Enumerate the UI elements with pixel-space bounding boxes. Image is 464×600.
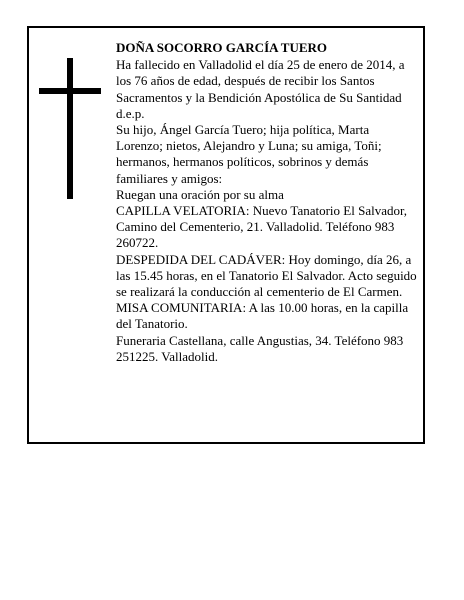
cross-vertical-bar: [67, 58, 73, 199]
wake-chapel-info: CAPILLA VELATORIA: Nuevo Tanatorio El Salvador, Camino del Cementerio, 21. Valladolid. Teléfono 983 260722.: [116, 203, 408, 251]
cross-horizontal-bar: [39, 88, 101, 94]
cross-icon: [39, 58, 101, 199]
obituary-notice: [27, 26, 425, 444]
family-list: Su hijo, Ángel García Tuero; hija política, Marta Lorenzo; nietos, Alejandro y Luna; su amiga, Toñi; hermanos, hermanos políticos, sobrinos y demás familiares y amigos:: [116, 122, 382, 186]
funeral-home-info: Funeraria Castellana, calle Angustias, 34. Teléfono 983 251225. Valladolid.: [116, 332, 404, 364]
prayer-request: Ruegan una oración por su alma: [116, 186, 284, 202]
deceased-name: DOÑA SOCORRO GARCÍA TUERO: [116, 40, 328, 55]
mass-info: MISA COMUNITARIA: A las 10.00 horas, en la capilla del Tanatorio.: [116, 300, 409, 332]
death-announcement: Ha fallecido en Valladolid el día 25 de enero de 2014, a los 76 años de edad, después de recibir los Santos Sacramentos y la Bendición Apostólica de Su Santidad d.e.p.: [116, 57, 405, 121]
notice-body: [116, 40, 418, 365]
farewell-info: DESPEDIDA DEL CADÁVER: Hoy domingo, día 26, a las 15.45 horas, en el Tanatorio El Salvador. Acto seguido se realizará la conducción al cementerio de El Carmen.: [116, 251, 417, 300]
